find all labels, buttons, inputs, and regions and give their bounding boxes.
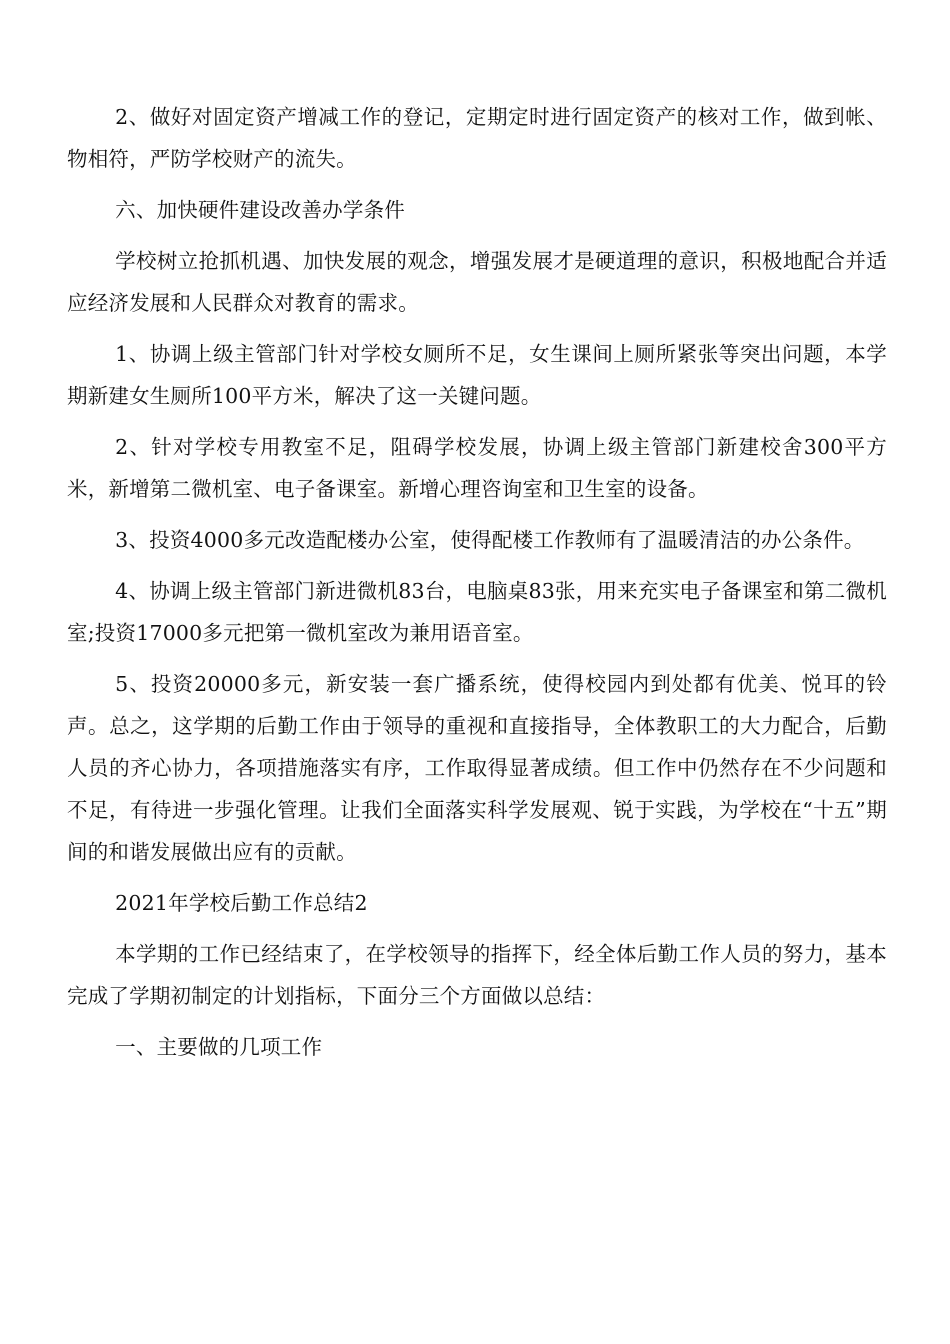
paragraph-item-4-computers: 4、协调上级主管部门新进微机83台，电脑桌83张，用来充实电子备课室和第二微机室;投资17000多元把第一微机室改为兼用语音室。 <box>67 579 887 645</box>
section-heading-hardware-construction: 六、加快硬件建设改善办学条件 <box>115 198 405 222</box>
paragraph-development-concept: 学校树立抢抓机遇、加快发展的观念，增强发展才是硬道理的意识，积极地配合并适应经济发展和人民群众对教育的需求。 <box>67 249 887 315</box>
section-heading-main-work: 一、主要做的几项工作 <box>115 1035 323 1059</box>
document-body <box>67 96 887 1077</box>
paragraph-item-5-broadcast-summary: 5、投资20000多元，新安装一套广播系统，使得校园内到处都有优美、悦耳的铃声。总之，这学期的后勤工作由于领导的重视和直接指导，全体教职工的大力配合，后勤人员的齐心协力，各项措施落实有序，工作取得显著成绩。但工作中仍然存在不少问题和不足，有待进一步强化管理。让我们全面落实科学发展观、锐于实践，为学校在“十五”期间的和谐发展做出应有的贡献。 <box>67 672 887 864</box>
paragraph-fixed-asset-registration: 2、做好对固定资产增减工作的登记，定期定时进行固定资产的核对工作，做到帐、物相符，严防学校财产的流失。 <box>67 105 887 171</box>
paragraph-item-1-restroom: 1、协调上级主管部门针对学校女厕所不足，女生课间上厕所紧张等突出问题，本学期新建女生厕所100平方米，解决了这一关键问题。 <box>67 342 887 408</box>
paragraph-item-2-classrooms: 2、针对学校专用教室不足，阻碍学校发展，协调上级主管部门新建校舍300平方米，新增第二微机室、电子备课室。新增心理咨询室和卫生室的设备。 <box>67 435 887 501</box>
document-title-summary-2: 2021年学校后勤工作总结2 <box>115 891 368 915</box>
paragraph-item-3-office: 3、投资4000多元改造配楼办公室，使得配楼工作教师有了温暖清洁的办公条件。 <box>115 528 865 552</box>
paragraph-semester-intro: 本学期的工作已经结束了，在学校领导的指挥下，经全体后勤工作人员的努力，基本完成了学期初制定的计划指标，下面分三个方面做以总结： <box>67 942 887 1008</box>
